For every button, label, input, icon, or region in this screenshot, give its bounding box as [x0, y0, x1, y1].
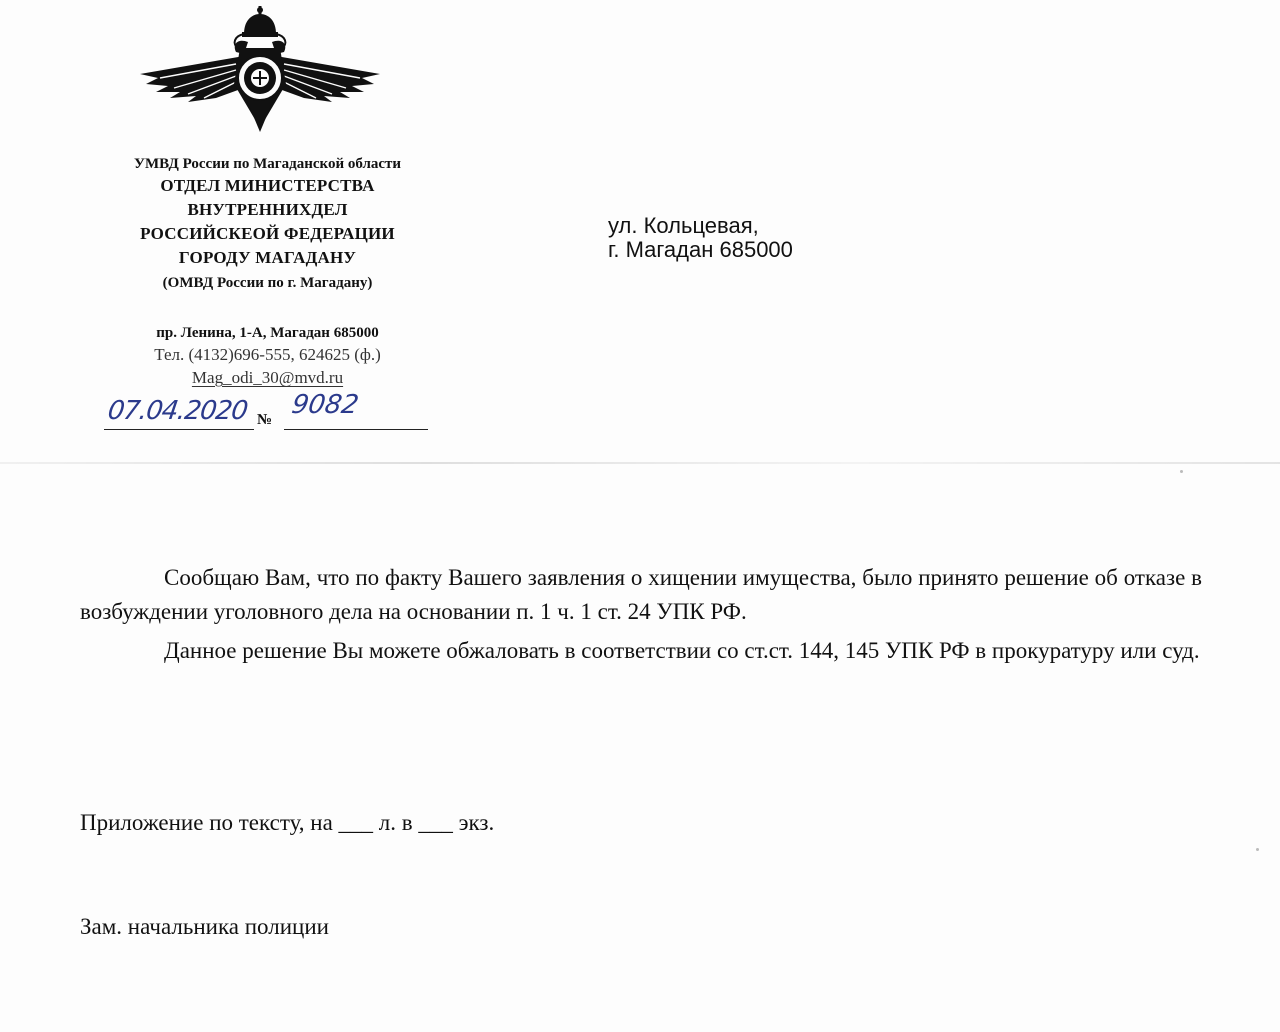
recipient-line-2: г. Магадан 685000 [608, 237, 793, 262]
sender-phone: Тел. (4132)696-555, 624625 (ф.) [154, 345, 381, 364]
recipient-address [608, 214, 793, 262]
registration-date: 07.04.2020 [105, 396, 249, 426]
org-line-2: ОТДЕЛ МИНИСТЕРСТВА [160, 176, 375, 195]
scan-speck [1180, 470, 1183, 473]
sender-contacts [70, 322, 465, 390]
date-underline [104, 429, 254, 430]
recipient-line-1: ул. Кольцевая, [608, 213, 759, 238]
attachment-line: Приложение по тексту, на ___ л. в ___ экз. [80, 810, 495, 835]
scan-speck [1256, 848, 1259, 851]
letter-body [80, 561, 1202, 673]
org-line-4: РОССИЙСКЕОЙ ФЕДЕРАЦИИ [140, 224, 395, 243]
org-line-6: (ОМВД России по г. Магадану) [162, 275, 373, 291]
org-line-3: ВНУТРЕННИХДЕЛ [187, 200, 348, 219]
fold-line [0, 462, 1280, 464]
sender-address: пр. Ленина, 1-А, Магадан 685000 [156, 325, 379, 341]
sender-block [70, 154, 465, 294]
sender-email: Mag_odi_30@mvd.ru [191, 368, 344, 387]
org-line-1: УМВД России по Магаданской области [133, 156, 402, 172]
body-paragraph-2: Данное решение Вы можете обжаловать в соответствии со ст.ст. 144, 145 УПК РФ в прокуратуру или суд. [164, 638, 1200, 663]
number-sign: № [257, 412, 273, 428]
org-line-5: ГОРОДУ МАГАДАНУ [178, 248, 357, 267]
registration-number: 9082 [289, 390, 361, 420]
number-underline [284, 429, 428, 430]
signature-title: Зам. начальника полиции [80, 914, 329, 939]
mvd-eagle-emblem-icon [140, 4, 380, 132]
body-paragraph-1: Сообщаю Вам, что по факту Вашего заявления о хищении имущества, было принято решение об отказе в возбуждении уголовного дела на основании п. 1 ч. 1 ст. 24 УПК РФ. [80, 565, 1202, 624]
registration-line [104, 390, 434, 436]
